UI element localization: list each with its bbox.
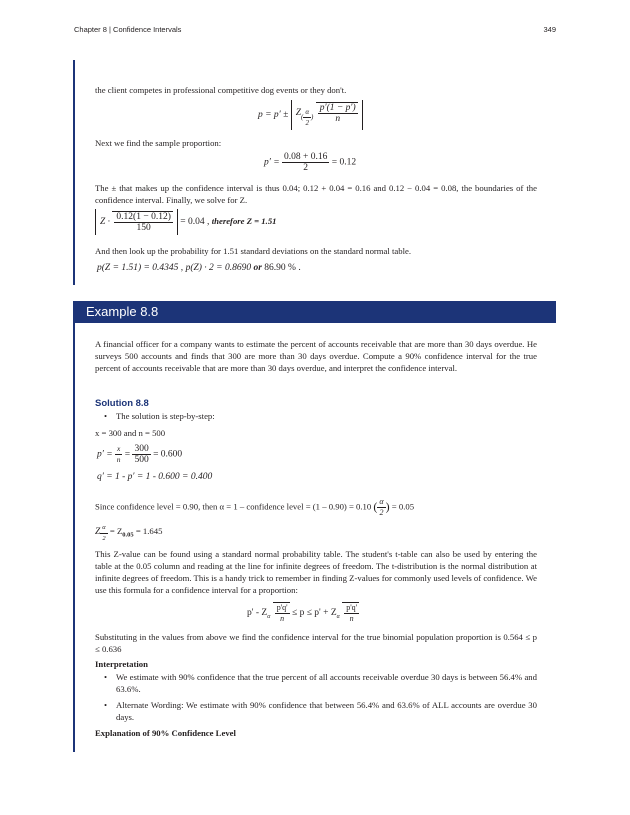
page-number: 349 [543, 25, 556, 34]
sqrt [342, 602, 359, 624]
fraction [282, 152, 329, 173]
formula-p-prime [97, 444, 182, 465]
ci-middle: ≤ p ≤ p' + Z [291, 608, 337, 619]
frac-den: n [116, 455, 121, 464]
frac-num: x [117, 444, 121, 453]
example-body: A financial officer for a company wants to estimate the percent of accounts receivable that are more than 30 days overdue. He surveys 500 accounts and finds that 300 are more than 30 days overdue. Compute a 90% confidence interval for the true percent of accounts receivable that are more than 30 days overdue, and interpret the confidence interval. [95, 339, 537, 373]
frac-den: 150 [136, 223, 151, 233]
prob-d: . [298, 263, 301, 273]
frac-den: 500 [134, 455, 149, 465]
ci-sub: α [267, 614, 271, 621]
formula-ci [258, 100, 363, 130]
formula-rhs: = 0.04 , [180, 217, 210, 228]
frac-num: 300 [134, 444, 149, 454]
frac-num: 0.12(1 − 0.12) [116, 212, 171, 222]
section-bar [73, 60, 75, 285]
frac-num: α [379, 497, 384, 506]
formula-lhs: p′ = [97, 449, 113, 460]
formula-lhs: p′ = [264, 157, 280, 168]
solution-title: Solution 8.8 [95, 398, 149, 409]
frac-num: p′(1 − p′) [319, 103, 356, 113]
formula-solve-z [95, 209, 277, 235]
frac-den: 2 [379, 508, 384, 517]
formula-rhs: = 0.600 [153, 449, 183, 460]
interpretation-heading: Interpretation [95, 659, 148, 669]
alpha: α [305, 108, 310, 117]
bullet-text: We estimate with 90% confidence that the true percent of all accounts receivable overdue 30 days is between 56.4% and 63.6%. [116, 672, 537, 694]
conf-line [95, 497, 414, 518]
frac-num: α [100, 523, 107, 534]
equals: = [124, 449, 131, 460]
frac-num: 0.08 + 0.16 [284, 152, 328, 162]
paragraph: The ± that makes up the confidence interval is thus 0.04; 0.12 + 0.04 = 0.16 and 0.12 − 0.04 = 0.08, the boundaries of the confidence interval. Finally, we solve for Z. [95, 183, 537, 205]
z-equals: = Z [109, 526, 123, 536]
formula-alpha-half: ( $\frac{\alpha}{2}$ ) [301, 108, 314, 128]
paragraph: the client competes in professional competitive dog events or they don't. [95, 85, 347, 95]
frac-num: p'q' [276, 603, 288, 612]
alpha-half [100, 523, 107, 544]
fraction [132, 444, 150, 465]
formula-probability [97, 263, 301, 273]
sqrt [273, 602, 290, 624]
paragraph: This Z-value can be found using a standard normal probability table. The student's t-table can also be used by entering the table at the 0.05 column and reading at the line for infinite degrees of freedom. The t-distribution is the normal distribution at infinite degrees of freedom. This is a handy trick to remember in finding Z-values for commonly used levels of confidence. We use this formula for a confidence interval for a proportion: [95, 549, 537, 595]
therefore-text: therefore Z = 1.51 [211, 216, 277, 227]
prob-b: p(Z) · 2 = 0.8690 [185, 263, 252, 273]
prob-or: or [253, 263, 262, 273]
formula-sample-proportion [264, 152, 356, 173]
prob-c: 86.90 % [264, 263, 296, 273]
conf-rhs: = 0.05 [391, 501, 415, 512]
formula-z: Z [295, 108, 301, 119]
formula-lhs: p = p′ ± [258, 110, 289, 121]
formula-z: Z · [100, 217, 111, 228]
two: 2 [305, 119, 309, 128]
explanation-heading: Explanation of 90% Confidence Level [95, 728, 236, 738]
ci-left: p' - Z [247, 608, 268, 619]
paren-frac: ( $\frac{\alpha}{2}$ ) [373, 497, 390, 517]
bullet-text: The solution is step-by-step: [116, 411, 215, 421]
z-value: = 1.645 [135, 526, 163, 536]
list-item: • [104, 672, 108, 682]
z-line [95, 523, 162, 544]
formula-rhs: = 0.12 [331, 157, 357, 168]
frac-den: n [349, 614, 354, 623]
frac-num: p'q' [346, 603, 358, 612]
paragraph: And then look up the probability for 1.51 standard deviations on the standard normal table. [95, 246, 412, 256]
page-header [74, 22, 556, 36]
sqrt [112, 211, 172, 233]
ci-sub: α [336, 614, 340, 621]
frac-den: n [335, 114, 341, 124]
frac-den: n [280, 614, 285, 623]
frac-den: 2 [303, 163, 309, 173]
prob-a: p(Z = 1.51) = 0.4345 , [97, 263, 184, 273]
example-title: Example 8.8 [86, 304, 159, 319]
example-banner [73, 301, 556, 323]
formula-q-prime: q′ = 1 - p′ = 1 - 0.600 = 0.400 [97, 472, 213, 482]
formula-ci-proportion [247, 602, 359, 624]
list-item: • [104, 411, 108, 421]
sqrt [316, 102, 358, 124]
z-sub: 0.05 [122, 531, 134, 539]
chapter-title: Chapter 8 | Confidence Intervals [74, 25, 182, 34]
bullet-text: Alternate Wording: We estimate with 90% confidence that between 56.4% and 63.6% of ALL accounts are overdue 30 days. [116, 700, 537, 722]
fraction-xn [115, 444, 122, 465]
xn-line: x = 300 and n = 500 [95, 428, 166, 438]
example-bar [73, 320, 75, 752]
conf-text: Since confidence level = 0.90, then α = 1 – confidence level = (1 – 0.90) = 0.10 [95, 501, 372, 512]
formula-bracket [95, 209, 178, 235]
frac-den: 2 [102, 535, 106, 542]
paragraph: Substituting in the values from above we find the confidence interval for the true binomial population proportion is 0.564 ≤ p ≤ 0.636 [95, 632, 537, 654]
paragraph: Next we find the sample proportion: [95, 138, 222, 148]
list-item: • [104, 700, 108, 710]
z-symbol: Z [95, 527, 101, 537]
formula-bracket [291, 100, 363, 130]
